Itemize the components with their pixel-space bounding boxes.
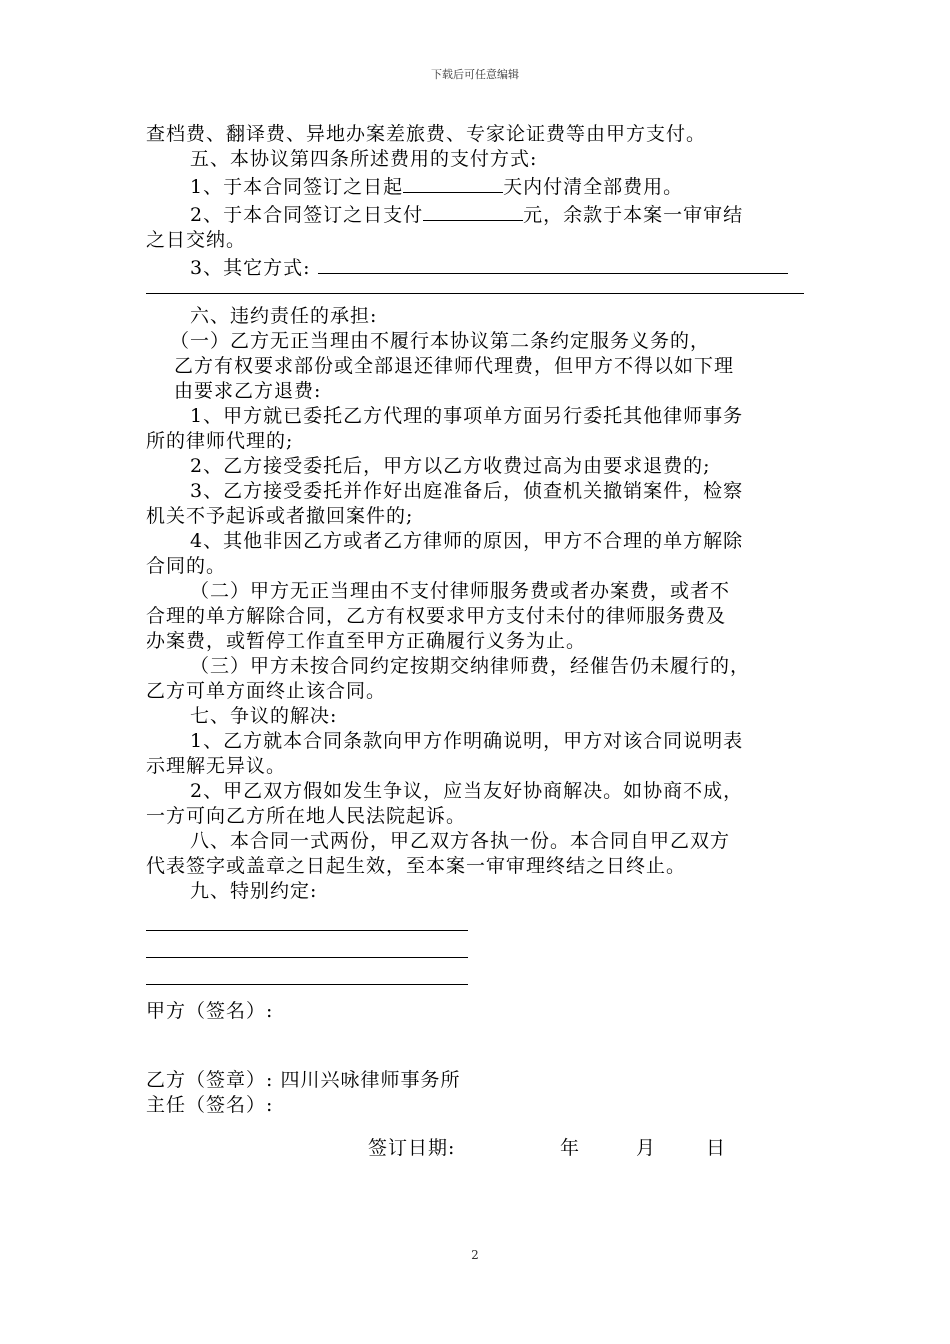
day-label: 日 xyxy=(706,1137,727,1159)
clause-6-3: （三）甲方未按合同约定按期交纳律师费，经催告仍未履行的， xyxy=(190,655,751,677)
text-line: 2、甲乙双方假如发生争议，应当友好协商解决。如协商不成， xyxy=(190,780,744,802)
clause-6-2: （二）甲方无正当理由不支付律师服务费或者办案费，或者不 xyxy=(190,580,731,602)
text-line: 乙方有权要求部份或全部退还律师代理费，但甲方不得以如下理 xyxy=(174,355,735,377)
text-line: 办案费，或暂停工作直至甲方正确履行义务为止。 xyxy=(146,630,587,652)
section-heading-5: 五、本协议第四条所述费用的支付方式: xyxy=(190,148,538,170)
payment-option-3: 3、其它方式: xyxy=(146,253,806,281)
month-label: 月 xyxy=(636,1137,657,1159)
party-b-signature: 乙方（签章）: 四川兴咏律师事务所 xyxy=(146,1069,461,1091)
signing-date xyxy=(146,1136,806,1164)
amount-blank[interactable] xyxy=(423,200,523,221)
payment-option-1: 1、于本合同签订之日起 天内付清全部费用。 xyxy=(146,172,806,200)
director-signature: 主任（签名）: xyxy=(146,1094,274,1116)
page-header: 下载后可任意编辑 xyxy=(431,68,519,81)
other-method-blank-2[interactable] xyxy=(146,281,804,294)
party-a-signature: 甲方（签名）: xyxy=(146,1000,274,1022)
text-line: 示理解无异议。 xyxy=(146,755,287,777)
text-line: 4、其他非因乙方或者乙方律师的原因，甲方不合理的单方解除 xyxy=(190,530,744,552)
text-line: 机关不予起诉或者撤回案件的; xyxy=(146,505,414,527)
text-line: 所的律师代理的; xyxy=(146,430,294,452)
text-line: 1、甲方就已委托乙方代理的事项单方面另行委托其他律师事务 xyxy=(190,405,744,427)
year-label: 年 xyxy=(560,1137,581,1159)
page-number: 2 xyxy=(471,1248,479,1262)
law-firm-name: 四川兴咏律师事务所 xyxy=(280,1069,461,1091)
text-line: 合理的单方解除合同，乙方有权要求甲方支付未付的律师服务费及 xyxy=(146,605,727,627)
payment-option-2: 2、于本合同签订之日支付 元，余款于本案一审审结 xyxy=(146,200,806,228)
section-heading-7: 七、争议的解决: xyxy=(190,705,338,727)
text-line: 2、乙方接受委托后，甲方以乙方收费过高为由要求退费的; xyxy=(190,455,711,477)
special-terms-blank-3[interactable] xyxy=(146,960,468,985)
document-body xyxy=(146,122,806,1164)
text-line: 乙方可单方面终止该合同。 xyxy=(146,680,387,702)
section-heading-6: 六、违约责任的承担: xyxy=(190,305,378,327)
date-label: 签订日期: xyxy=(368,1137,456,1159)
special-terms-blank-1[interactable] xyxy=(146,906,468,931)
text-line: 合同的。 xyxy=(146,555,227,577)
section-heading-9: 九、特别约定: xyxy=(190,880,318,902)
text-line: 一方可向乙方所在地人民法院起诉。 xyxy=(146,805,467,827)
text-line: 代表签字或盖章之日起生效，至本案一审审理终结之日终止。 xyxy=(146,855,687,877)
text-line: 查档费、翻译费、异地办案差旅费、专家论证费等由甲方支付。 xyxy=(146,123,707,145)
other-method-blank[interactable] xyxy=(318,253,788,274)
text-line: 之日交纳。 xyxy=(146,229,247,251)
text-line: 由要求乙方退费: xyxy=(174,380,322,402)
clause-6-1: （一）乙方无正当理由不履行本协议第二条约定服务义务的， xyxy=(170,330,711,352)
special-terms-blank-2[interactable] xyxy=(146,933,468,958)
text-line: 1、乙方就本合同条款向甲方作明确说明，甲方对该合同说明表 xyxy=(190,730,744,752)
section-heading-8: 八、本合同一式两份，甲乙双方各执一份。本合同自甲乙双方 xyxy=(190,830,731,852)
text-line: 3、乙方接受委托并作好出庭准备后，侦查机关撤销案件，检察 xyxy=(190,480,744,502)
days-blank[interactable] xyxy=(403,172,503,193)
